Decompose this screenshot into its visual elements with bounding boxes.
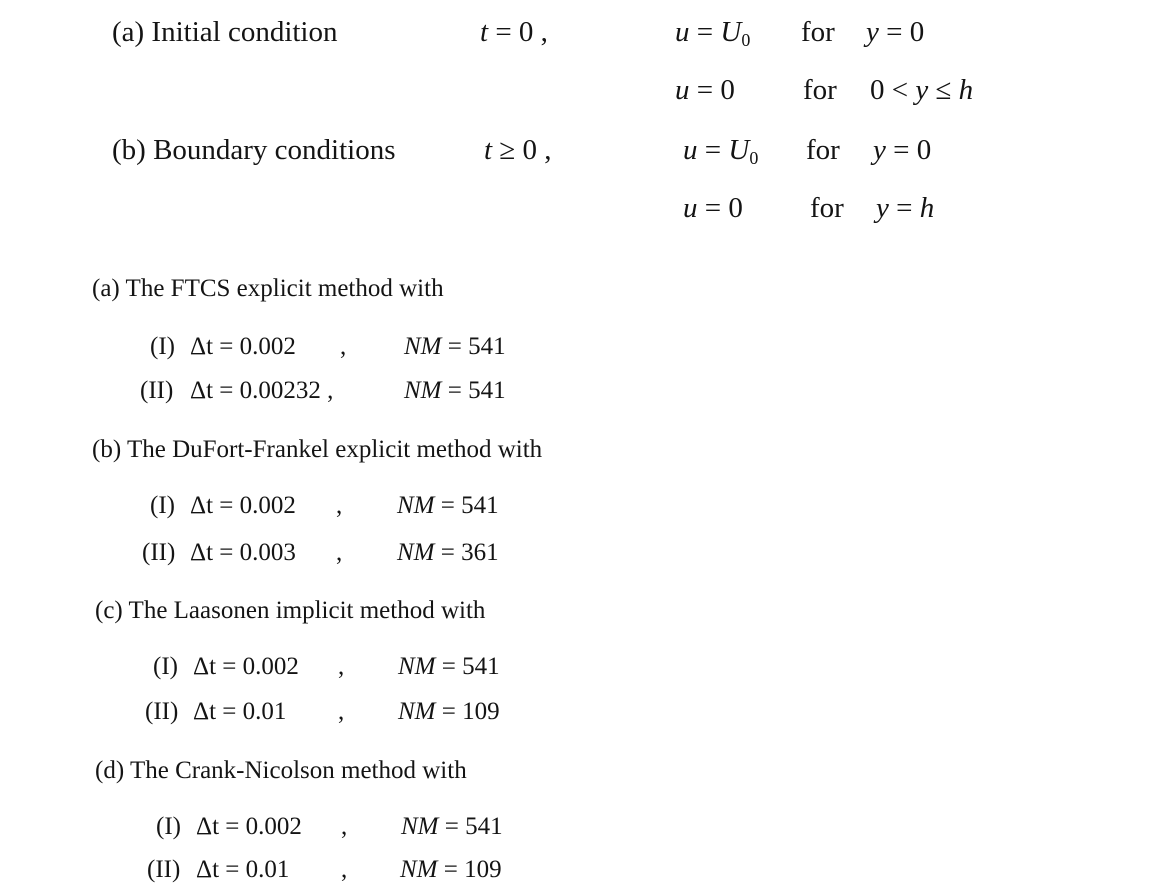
- time-relation: ≥ 0 ,: [492, 134, 552, 166]
- boundary-row-1-lhs: [683, 134, 758, 169]
- delta-t-label: Δt: [190, 377, 214, 404]
- equals: =: [689, 16, 721, 48]
- boundary-condition-label: (b) Boundary conditions: [112, 134, 396, 166]
- y-var: y: [873, 134, 886, 166]
- case-id: (II): [142, 539, 176, 566]
- dt-expression: [193, 653, 299, 681]
- dt-value: = 0.01: [216, 698, 287, 725]
- nm-label: NM: [400, 856, 438, 883]
- nm-label: NM: [404, 333, 442, 360]
- nm-label: NM: [397, 492, 435, 519]
- delta-t-label: Δt: [190, 539, 214, 566]
- method-heading: (a) The FTCS explicit method with: [92, 275, 444, 302]
- case-id: (II): [140, 377, 174, 404]
- dt-value: = 0.002: [213, 333, 296, 360]
- delta-t-label: Δt: [193, 653, 217, 680]
- time-relation: = 0 ,: [488, 16, 548, 48]
- nm-expression: [401, 813, 503, 841]
- case-id: (I): [153, 653, 178, 680]
- separator: ,: [341, 856, 348, 883]
- nm-label: NM: [397, 539, 435, 566]
- delta-t-label: Δt: [196, 856, 220, 883]
- dt-value: = 0.00232 ,: [213, 377, 334, 404]
- y-var: y: [915, 74, 929, 106]
- nm-label: NM: [398, 698, 436, 725]
- equals: =: [888, 192, 920, 224]
- dt-value: = 0.002: [213, 492, 296, 519]
- initial-row-2-rhs: [870, 74, 973, 107]
- initial-row-2-lhs: [675, 74, 735, 107]
- delta-t-label: Δt: [190, 492, 214, 519]
- equals: =: [697, 134, 729, 166]
- method-heading: (d) The Crank-Nicolson method with: [95, 757, 467, 784]
- case-id: (I): [150, 492, 175, 519]
- nm-value: = 541: [435, 653, 500, 680]
- case-id: (I): [156, 813, 181, 840]
- t-var: t: [480, 16, 489, 48]
- dt-value: = 0.003: [213, 539, 296, 566]
- nm-value: = 109: [437, 856, 502, 883]
- h-var: h: [958, 74, 974, 106]
- y-var: y: [876, 192, 889, 224]
- nm-value: = 541: [438, 813, 503, 840]
- u-var: u: [683, 192, 698, 224]
- separator: ,: [336, 539, 343, 566]
- separator: ,: [338, 698, 345, 725]
- separator: ,: [338, 653, 345, 680]
- boundary-row-1-rhs: [873, 134, 931, 167]
- nm-label: NM: [404, 377, 442, 404]
- case-id: (II): [147, 856, 181, 883]
- case-id: (II): [145, 698, 179, 725]
- nm-value: = 541: [434, 492, 499, 519]
- nm-value: = 361: [434, 539, 499, 566]
- U-var: U: [728, 134, 750, 166]
- subscript: 0: [749, 148, 759, 169]
- boundary-row-1-for: for: [806, 134, 840, 166]
- h-var: h: [919, 192, 935, 224]
- nm-expression: [404, 377, 506, 405]
- t-var: t: [484, 134, 493, 166]
- separator: ,: [341, 813, 348, 840]
- nm-expression: [404, 333, 506, 361]
- nm-value: = 541: [441, 377, 506, 404]
- nm-expression: [398, 698, 500, 726]
- rhs-value: = 0: [885, 134, 932, 166]
- leq: ≤: [928, 74, 959, 106]
- dt-value: = 0.01: [219, 856, 290, 883]
- nm-value: = 109: [435, 698, 500, 725]
- lhs-value: = 0: [697, 192, 743, 224]
- initial-row-1-for: for: [801, 16, 835, 48]
- boundary-row-2-rhs: [876, 192, 934, 225]
- initial-condition-time: [480, 16, 548, 49]
- dt-expression: [190, 539, 296, 567]
- dt-expression: [196, 813, 302, 841]
- boundary-row-2-lhs: [683, 192, 743, 225]
- case-id: (I): [150, 333, 175, 360]
- dt-value: = 0.002: [216, 653, 299, 680]
- nm-expression: [397, 492, 499, 520]
- method-heading: (b) The DuFort-Frankel explicit method with: [92, 436, 543, 463]
- method-heading: (c) The Laasonen implicit method with: [95, 597, 486, 624]
- dt-value: = 0.002: [219, 813, 302, 840]
- nm-expression: [400, 856, 502, 884]
- nm-value: = 541: [441, 333, 506, 360]
- initial-row-1-rhs: [866, 16, 924, 49]
- nm-expression: [397, 539, 499, 567]
- U-var: U: [720, 16, 742, 48]
- separator: ,: [340, 333, 347, 360]
- lhs-value: = 0: [689, 74, 735, 106]
- boundary-row-2-for: for: [810, 192, 844, 224]
- separator: ,: [336, 492, 343, 519]
- u-var: u: [675, 16, 690, 48]
- dt-expression: [190, 377, 333, 405]
- boundary-condition-time: [484, 134, 551, 167]
- delta-t-label: Δt: [196, 813, 220, 840]
- delta-t-label: Δt: [190, 333, 214, 360]
- initial-row-1-lhs: [675, 16, 750, 51]
- nm-label: NM: [398, 653, 436, 680]
- nm-expression: [398, 653, 500, 681]
- subscript: 0: [741, 30, 751, 51]
- rhs-lower: 0 <: [870, 74, 916, 106]
- delta-t-label: Δt: [193, 698, 217, 725]
- dt-expression: [190, 492, 296, 520]
- u-var: u: [683, 134, 698, 166]
- nm-label: NM: [401, 813, 439, 840]
- dt-expression: [190, 333, 296, 361]
- dt-expression: [193, 698, 286, 726]
- initial-condition-label: (a) Initial condition: [112, 16, 338, 48]
- dt-expression: [196, 856, 289, 884]
- y-var: y: [866, 16, 879, 48]
- u-var: u: [675, 74, 690, 106]
- rhs-value: = 0: [878, 16, 925, 48]
- initial-row-2-for: for: [803, 74, 837, 106]
